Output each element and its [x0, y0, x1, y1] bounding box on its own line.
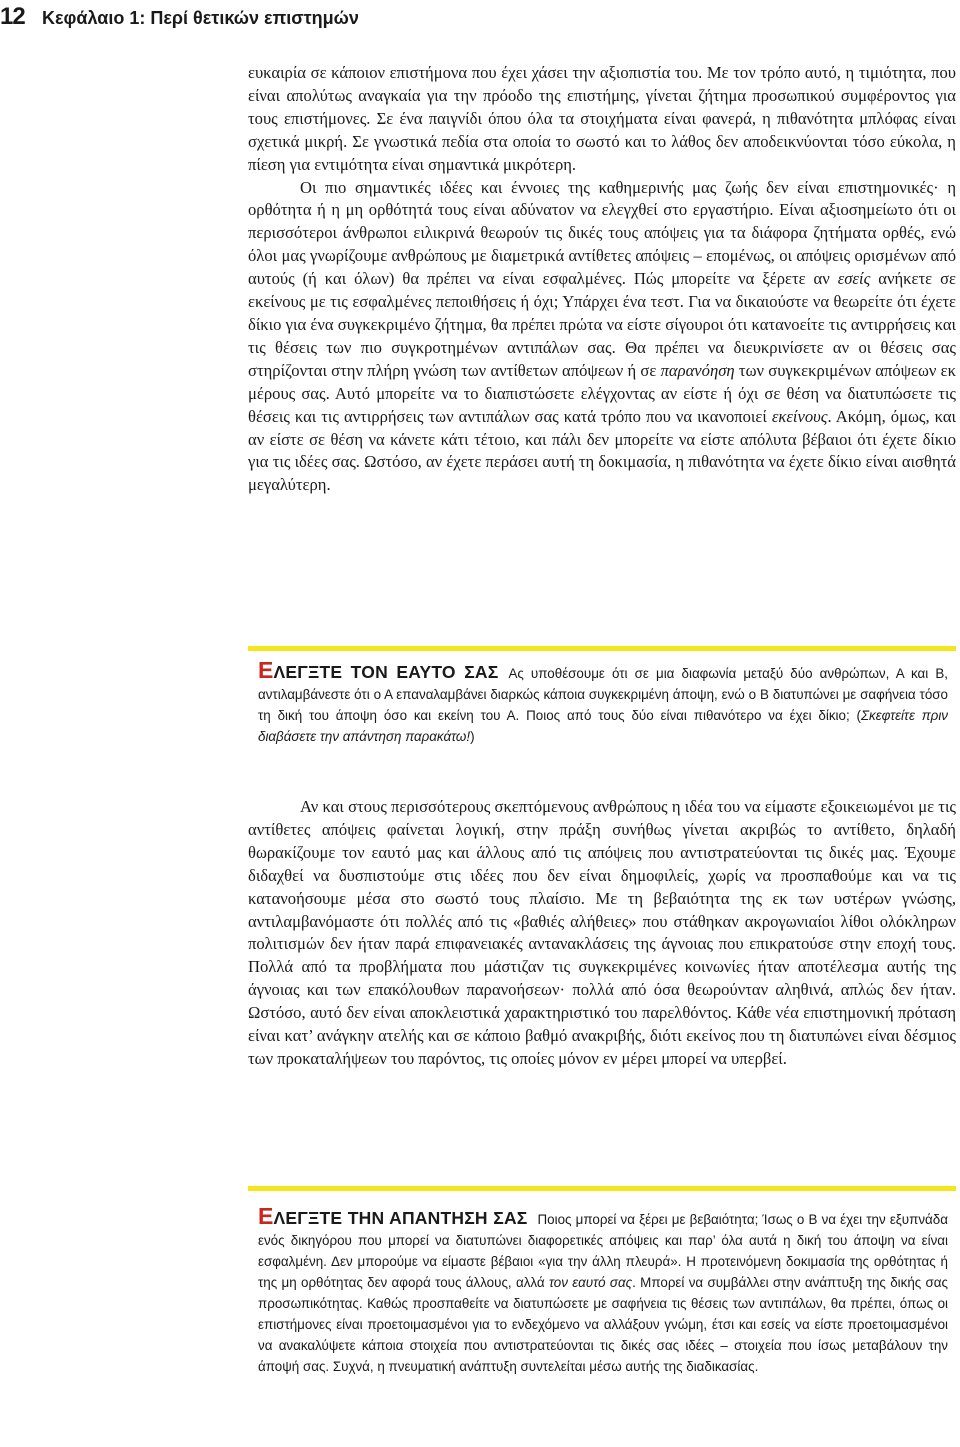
title-initial: Ε	[258, 657, 274, 683]
title-initial: Ε	[258, 1203, 274, 1229]
paragraph-2-part-2: ανήκετε σε εκείνους με τις εσφαλμένες πεποιθήσεις ή όχι; Υπάρχει ένα τεστ. Για να δικαιούστε να θεωρείτε ότι έχετε δίκιο για ένα συγκεκριμένο ζήτημα, θα πρέπει πρώτα να είστε σίγουροι ότι κατανοείτε τις αντιρρήσεις και τις θέσεις των πιο συγκροτημένων αντιπάλων σας. Θα πρέπει να διευκρινίσετε αν οι θέσεις σας στηρίζονται στην πλήρη γνώση των αντίθετων απόψεων ή σε	[248, 269, 956, 380]
yellow-rule-top	[248, 646, 956, 651]
title-rest: ΛΕΓΞΤΕ ΤΟΝ ΕΑΥΤΟ ΣΑΣ	[273, 662, 499, 682]
paragraph-3: Αν και στους περισσότερους σκεπτόμενους ανθρώπους η ιδέα του να είμαστε εξοικειωμένοι με τις αντίθετες απόψεις φαίνεται λογική, στην πράξη συνήθως γίνεται ακριβώς το αντίθετο, δηλαδή θωρακίζουμε τον εαυτό μας και άλλους από τις απόψεις που αντιστρατεύονται τις δικές μας. Έχουμε διδαχθεί να δυσπιστούμε στις ιδέες που δεν είναι δημοφιλείς, χωρίς να προσπαθούμε και να τις κατανοήσουμε μέσα στο σωστό τους πλαίσιο. Με τη βεβαιότητα της εκ των υστέρων γνώσης, αντιλαμβανόμαστε ότι πολλές από τις «βαθιές αλήθειες» που στάθηκαν ακρογωνιαίοι λίθοι ολόκληρων πολιτισμών δεν ήταν παρά επιφανειακές αντανακλάσεις της άγνοιας που επικρατούσε στην εποχή τους. Πολλά από τα προβλήματα που μάστιζαν τις συγκεκριμένες κοινωνίες ήταν αποτέλεσμα αυτής της άγνοιας και των επακόλουθων παρανοήσεων· πολλά από όσα θεωρούνταν αληθινά, απλώς δεν ήταν. Ωστόσο, αυτό δεν είναι αποκλειστικά χαρακτηριστικό του παρελθόντος. Κάθε νέα επιστημονική πρόταση είναι κατ’ ανάγκην ατελής και σε κάποιο βαθμό ανακριβής, διότι εκείνος που τη διατυπώνει είναι δέσμιος των προκαταλήψεων του παρόντος, τις οποίες μόνον εν μέρει μπορεί να υπερβεί.	[248, 797, 956, 1068]
paragraph-2-emphasis-3: εκείνους	[771, 406, 828, 426]
paragraph-2	[248, 177, 956, 498]
main-text-block-1	[248, 62, 956, 497]
check-answer-title	[258, 1203, 528, 1229]
box-2-emphasis: τον εαυτό σας	[548, 1275, 633, 1290]
check-yourself-box	[258, 657, 949, 747]
title-rest: ΛΕΓΞΤΕ ΤΗΝ ΑΠΑΝΤΗΣΗ ΣΑΣ	[273, 1208, 528, 1228]
page-header	[0, 0, 960, 40]
box-1-emphasis: Σκεφτείτε πριν διαβάσετε την απάντηση παρακάτω!	[258, 708, 949, 744]
main-text-block-2	[248, 796, 956, 1071]
paragraph-1: ευκαιρία σε κάποιον επιστήμονα που έχει χάσει την αξιοπιστία του. Με τον τρόπο αυτό, η τιμιότητα, που είναι απολύτως αναγκαία για την πρόοδο της επιστήμης, γίνεται ζήτημα προσωπικού συμφέροντος για τους επιστήμονες. Σε ένα παιγνίδι όπου όλα τα στοιχήματα είναι φανερά, η πιθανότητα μπλόφας είναι σχετικά μικρή. Σε γνωστικά πεδία στα οποία το σωστό και το λάθος δεν αποδεικνύονται τόσο εύκολα, η πίεση για εντιμότητα είναι σημαντικά μικρότερη.	[248, 63, 956, 174]
page-number: 12	[0, 3, 25, 30]
check-yourself-title	[258, 657, 499, 683]
paragraph-2-part-1: Οι πιο σημαντικές ιδέες και έννοιες της καθημερινής μας ζωής δεν είναι επιστημονικές· η ορθότητα ή η μη ορθότητά τους είναι αδύνατον να ελεγχθεί στο εργαστήριο. Είναι αξιοσημείωτο ότι οι περισσότεροι άνθρωποι ειλικρινά θεωρούν τις δικές τους απόψεις για τα διάφορα ζητήματα ορθές, ενώ όλοι μας γνωρίζουμε ανθρώπους με διαμετρικά αντίθετες απόψεις – επομένως, οι απόψεις ορισμένων από αυτούς (ή και όλων) θα πρέπει να είναι εσφαλμένες. Πώς μπορείτε να ξέρετε αν	[248, 177, 956, 289]
box-2-text-end: . Μπορεί να συμβάλλει στην ανάπτυξη της δικής σας προσωπικότητας. Καθώς προσπαθείτε να διατυπώσετε με σαφήνεια τις θέσεις των αντιπάλων, θα πρέπει, όπως οι επιστήμονες είναι προετοιμασμένοι για το ενδεχόμενο να αλλάξουν γνώμη, έτσι και εσείς να είστε προετοιμασμένοι να ανακαλύψετε κάποια στοιχεία που αντιστρατεύονται τις δικές σας ιδέες – στοιχεία που ίσως μεταβάλουν την άποψή σας. Συχνά, η πνευματική ανάπτυξη συντελείται μέσω αυτής της διαδικασίας.	[258, 1275, 948, 1374]
paragraph-2-part-4: . Ακόμη, όμως, και αν είστε σε θέση να κάνετε κάτι τέτοιο, και πάλι δεν μπορείτε να είστε απόλυτα βέβαιοι ότι έχετε δίκιο για τις ιδέες σας. Ωστόσο, αν έχετε περάσει αυτή τη δοκιμασία, η πιθανότητα να έχετε δίκιο είναι αισθητά μεγαλύτερη.	[248, 406, 956, 495]
paragraph-2-part-3: των συγκεκριμένων απόψεων εκ μέρους σας. Αυτό μπορείτε να το διαπιστώσετε ελέγχοντας αν είστε ή όχι σε θέση να διατυπώσετε τις θέσεις και τις αντιρρήσεις των αντιπάλων σας κατά τρόπο που να ικανοποιεί	[248, 360, 956, 426]
chapter-title: Κεφάλαιο 1: Περί θετικών επιστημών	[42, 8, 359, 28]
box-1-text: Ας υποθέσουμε ότι σε μια διαφωνία μεταξύ δύο ανθρώπων, Α και Β, αντιλαμβάνεστε ότι ο Α επαναλαμβάνει διαρκώς κάποια συγκεκριμένη άποψη, ενώ ο Β διατυπώνει με σαφήνεια τόσο τη δική του άποψη όσο και εκείνη του Α. Ποιος από τους δύο είναι πιθανότερο να έχει δίκιο; (	[258, 666, 949, 723]
box-2-text: Ποιος μπορεί να ξέρει με βεβαιότητα; Ίσως ο Β να έχει την εξυπνάδα ενός δικηγόρου που μπορεί να διατυπώνει διαφορετικές απόψεις και παρ’ όλα αυτά η δική του άποψη να είναι εσφαλμένη. Δεν μπορούμε να είμαστε βέβαιοι «για την άλλη πλευρά». Η προτεινόμενη δοκιμασία της ορθότητας ή της μη ορθότητας δεν αφορά τους άλλους, αλλά	[258, 1212, 948, 1290]
paragraph-2-emphasis-2: παρανόηση	[660, 360, 735, 380]
yellow-rule-bottom	[248, 1186, 956, 1191]
paragraph-2-emphasis-1: εσείς	[837, 269, 871, 289]
check-answer-box	[258, 1203, 948, 1377]
box-1-text-end: )	[470, 729, 475, 744]
